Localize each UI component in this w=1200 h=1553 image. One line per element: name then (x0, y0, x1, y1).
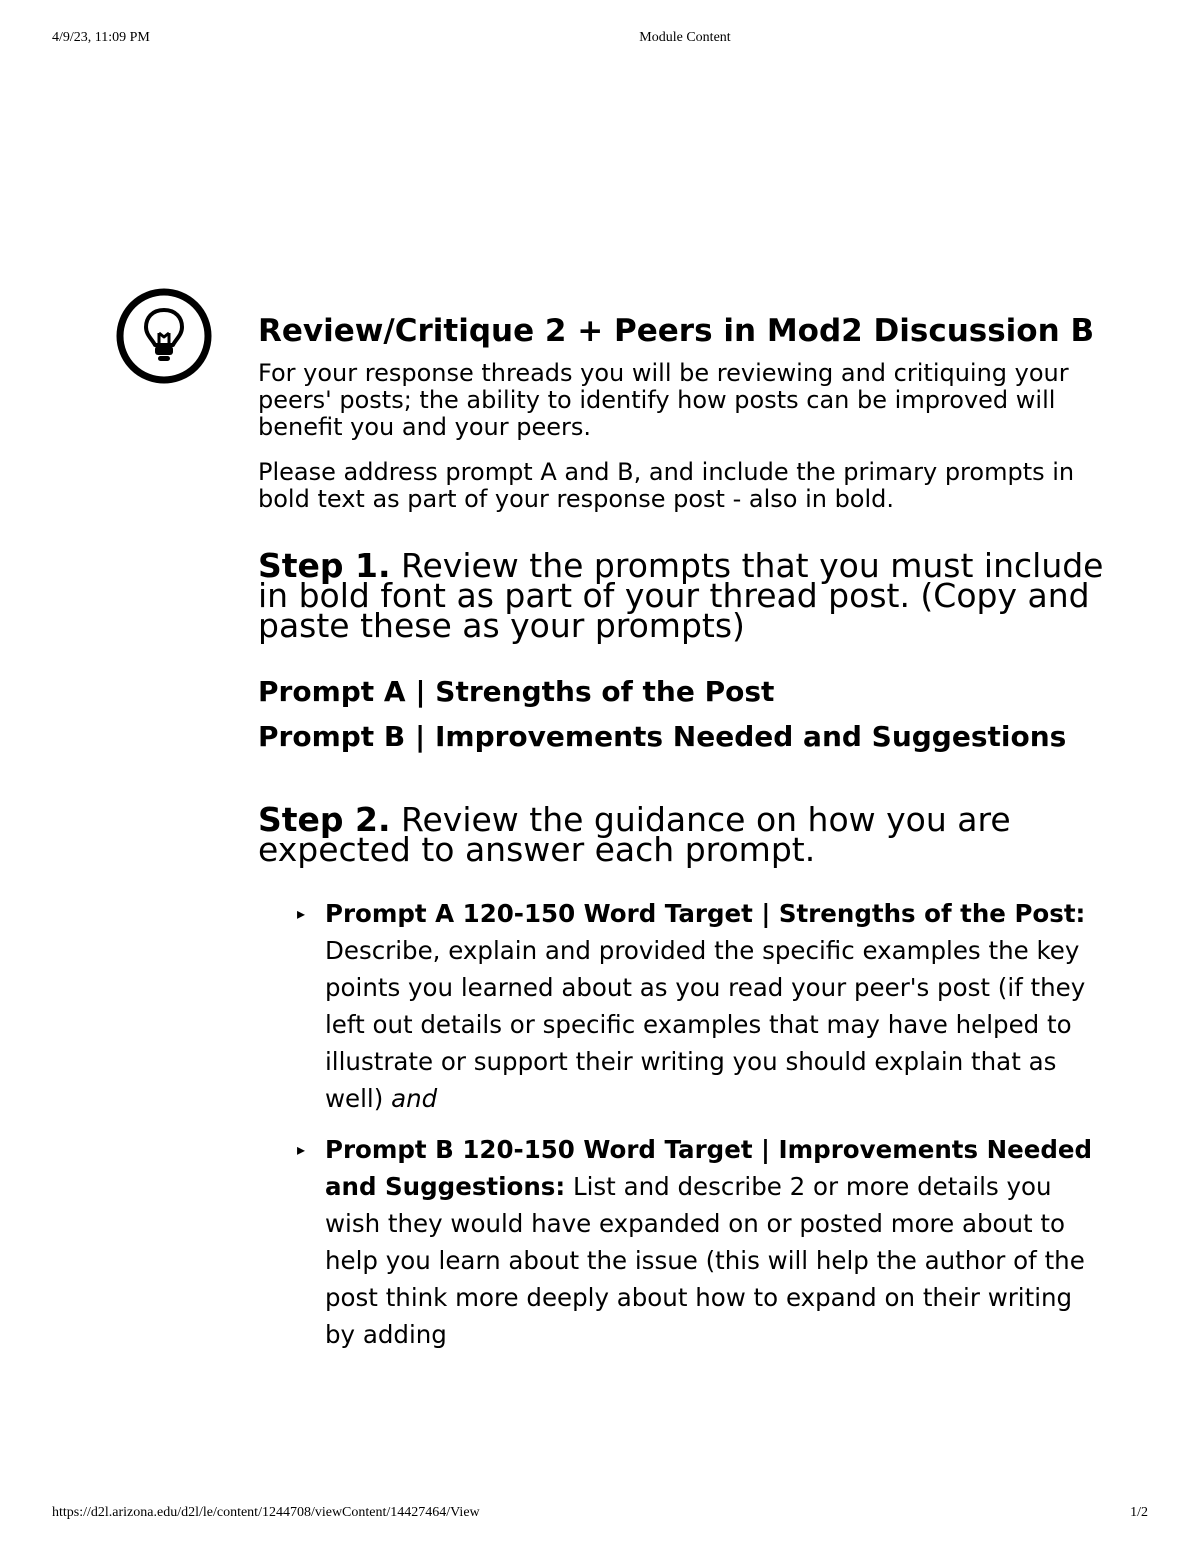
step-1-text: Review the prompts that you must include in bold font as part of your thread post. (Copy and paste these as your prompts) (258, 546, 1104, 645)
print-datetime: 4/9/23, 11:09 PM (52, 30, 150, 45)
guidance-item-title: Prompt A 120-150 Word Target | Strengths of the Post: (325, 899, 1086, 928)
intro-paragraph: For your response threads you will be reviewing and critiquing your peers' posts; the ability to identify how posts can be improved will benefit you and your peers. (258, 359, 1069, 441)
step-1 (258, 546, 1108, 645)
guidance-item-text: Describe, explain and provided the specific examples the key points you learned about as you read your peer's post (if they left out details or specific examples that may have helped to illustrate or support their writing you should explain that as well) (325, 936, 1086, 1113)
print-page-title: Module Content (639, 30, 731, 45)
caret-right-icon: ▸ (297, 904, 306, 923)
module-content (258, 314, 1108, 1367)
step-2-label: Step 2. (258, 800, 391, 839)
step-2-text: Review the guidance on how you are expected to answer each prompt. (258, 800, 1011, 869)
lightbulb-icon (114, 286, 214, 386)
step-2 (258, 800, 1108, 869)
guidance-item-text: List and describe 2 or more details you wish they would have expanded on or posted more about to help you learn about the issue (this will help the author of the post think more deeply about how to expand on their writing by adding (325, 1172, 1085, 1349)
prompt-b-heading: Prompt B | Improvements Needed and Suggestions (258, 720, 1067, 753)
guidance-item-prompt-b (297, 1131, 1108, 1353)
guidance-item-title: Prompt B 120-150 Word Target | Improvements Needed and Suggestions: (325, 1135, 1093, 1201)
print-url: https://d2l.arizona.edu/d2l/le/content/1244708/viewContent/14427464/View (52, 1505, 480, 1520)
guidance-list (258, 895, 1108, 1353)
guidance-item-prompt-a (297, 895, 1108, 1117)
guidance-item-conjunction: and (391, 1084, 438, 1113)
page-title: Review/Critique 2 + Peers in Mod2 Discussion B (258, 313, 1095, 349)
instructions-paragraph: Please address prompt A and B, and include the primary prompts in bold text as part of your response post - also in bold. (258, 458, 1075, 513)
caret-right-icon: ▸ (297, 1140, 306, 1159)
print-page-number: 1/2 (1130, 1505, 1148, 1520)
prompt-a-heading: Prompt A | Strengths of the Post (258, 675, 775, 708)
step-1-label: Step 1. (258, 546, 391, 585)
